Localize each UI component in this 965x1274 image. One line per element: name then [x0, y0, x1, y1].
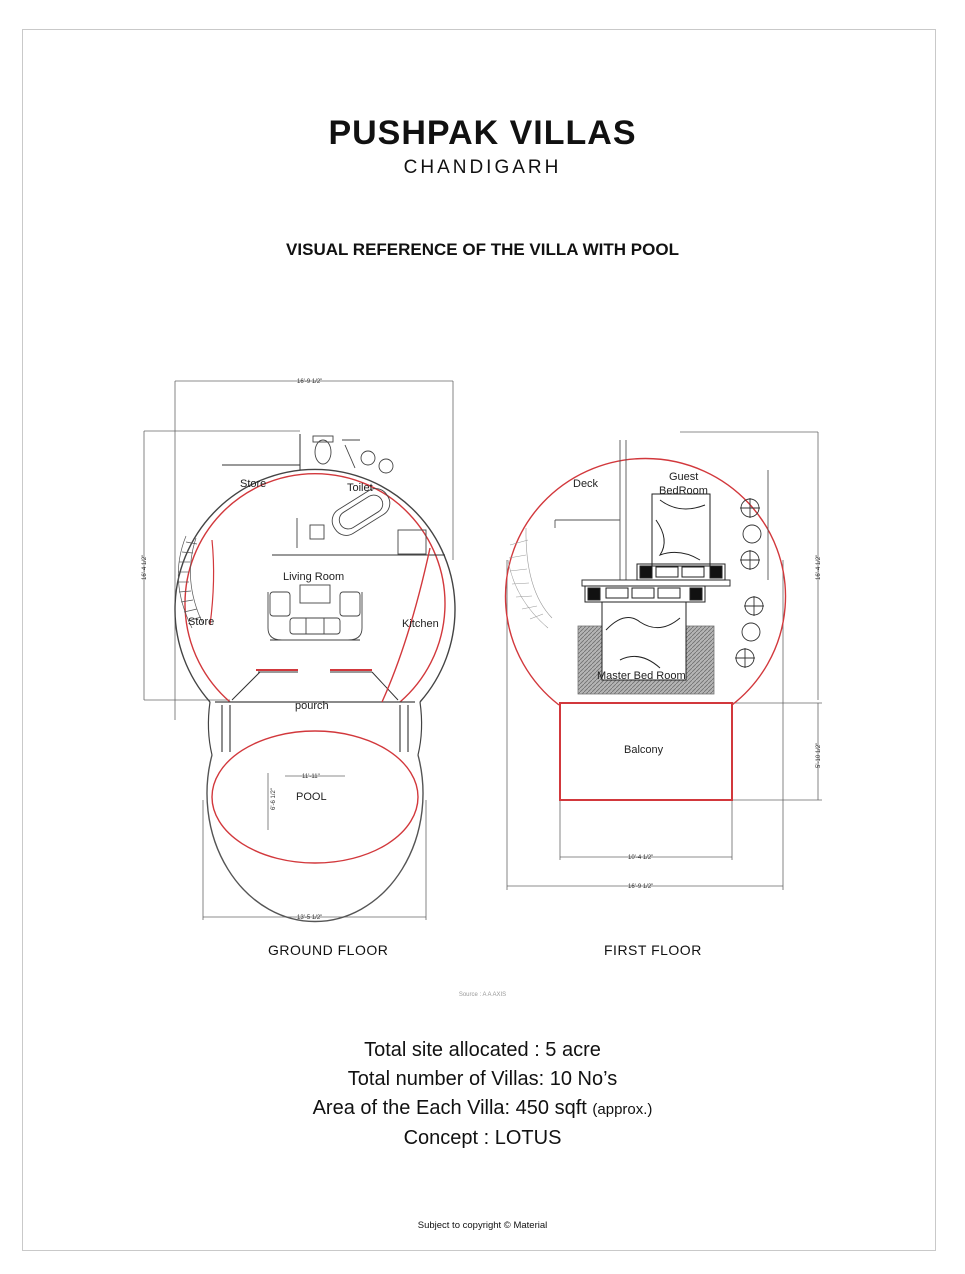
first-floor-label: FIRST FLOOR [604, 942, 702, 958]
ground-floor-label: GROUND FLOOR [268, 942, 389, 958]
page-subtitle: CHANDIGARH [403, 157, 562, 178]
stat-area-note: (approx.) [592, 1101, 653, 1118]
stat-area [0, 1094, 965, 1124]
ff-room-balcony: Balcony [624, 744, 664, 756]
ff-dim-right: 16'-4 1/2" [816, 554, 822, 580]
gf-dim-top: 16'-9 1/2" [297, 379, 323, 385]
gf-room-store-left: Store [188, 616, 215, 628]
stat-villas: Total number of Villas: 10 No’s [347, 1068, 618, 1090]
gf-room-kitchen: Kitchen [402, 618, 439, 630]
gf-room-toilet: Toilet [347, 482, 373, 494]
ff-room-deck: Deck [573, 478, 599, 490]
ground-floor-plan [142, 379, 455, 921]
source-note: Source : A A AXIS [458, 992, 507, 998]
page-title: PUSHPAK VILLAS [328, 114, 637, 152]
gf-room-store-top: Store [240, 478, 267, 490]
stat-area-text: Area of the Each Villa: 450 sqft [312, 1097, 587, 1119]
stat-site: Total site allocated : 5 acre [364, 1039, 601, 1061]
gf-room-pool: POOL [296, 791, 327, 803]
stat-concept: Concept : LOTUS [403, 1127, 562, 1149]
ff-dim-overall-width: 16'-9 1/2" [628, 884, 654, 890]
gf-room-pourch: pourch [295, 700, 329, 712]
copyright-note: Subject to copyright © Material [417, 1220, 548, 1231]
gf-dim-bottom: 13'-5 1/2" [297, 915, 323, 921]
ff-room-guest-line2: BedRoom [659, 485, 708, 497]
ff-dim-balcony-height: 5'-10 1/2" [816, 742, 822, 768]
gf-dim-pool-width: 11'-11" [302, 774, 320, 780]
first-floor-plan [506, 432, 822, 890]
gf-dim-pool-height: 6'-6 1/2" [271, 788, 277, 810]
gf-room-living: Living Room [283, 571, 345, 583]
stats-block [0, 1036, 965, 1153]
gf-dim-left: 16'-4 1/2" [142, 554, 148, 580]
ff-dim-balcony-width: 10'-4 1/2" [628, 855, 654, 861]
section-heading: VISUAL REFERENCE OF THE VILLA WITH POOL [286, 240, 679, 259]
ff-room-guest-line1: Guest [669, 471, 699, 483]
ff-room-master: Master Bed Room [597, 670, 686, 682]
